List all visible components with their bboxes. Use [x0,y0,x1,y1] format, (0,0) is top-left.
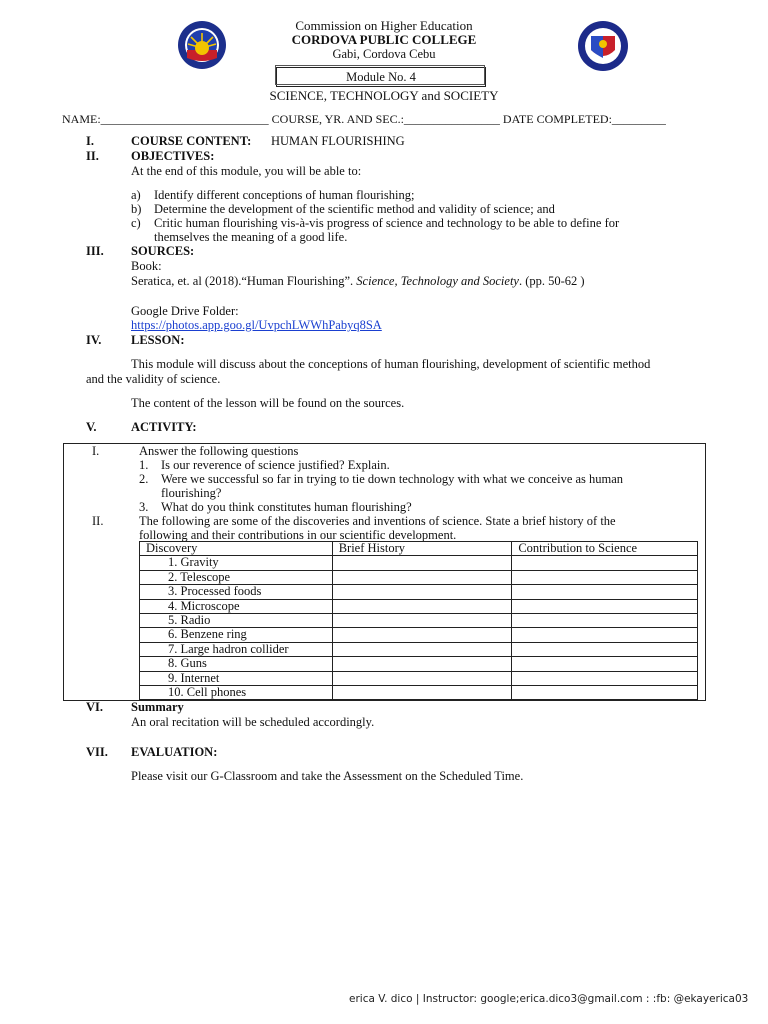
header-brief-history: Brief History [332,542,512,556]
history-cell[interactable] [332,570,512,584]
table-row [140,642,698,656]
header-address: Gabi, Cordova Cebu [332,47,436,61]
drive-link[interactable]: https://photos.app.goo.gl/UvpchLWWhPabyq8SA [131,318,382,332]
objective-a: Identify different conceptions of human flourishing; [154,188,415,202]
header-college: CORDOVA PUBLIC COLLEGE [291,32,477,47]
history-cell[interactable] [332,671,512,685]
discovery-cell: 7. Large hadron collider [140,642,333,656]
objective-b: Determine the development of the scientific method and validity of science; and [154,202,555,216]
section-6-num: VI. [86,700,104,714]
table-row [140,657,698,671]
table-row [140,585,698,599]
section-7-title: EVALUATION: [131,745,218,759]
course-content-value: HUMAN FLOURISHING [271,134,405,148]
activity-part-2-text-cont: following and their contributions in our scientific development. [139,528,457,542]
discovery-cell: 6. Benzene ring [140,628,333,642]
discovery-cell: 8. Guns [140,657,333,671]
table-row [140,599,698,613]
book-reference: Seratica, et. al (2018).“Human Flourishing”. Science, Technology and Society. (pp. 50-62 ) [131,274,585,288]
objective-b-mark: b) [131,202,142,216]
question-3: What do you think constitutes human flourishing? [161,500,412,514]
table-row [140,628,698,642]
name-course-date-line: NAME:____________________________ COURSE, YR. AND SEC.:________________ DATE COMPLETED:_________ [62,112,666,126]
lesson-paragraph-1-cont: and the validity of science. [86,372,221,386]
contribution-cell[interactable] [512,628,698,642]
table-row [140,556,698,570]
section-6-title: Summary [131,700,184,714]
objectives-intro: At the end of this module, you will be able to: [131,164,362,178]
activity-part-1-num: I. [92,444,100,458]
history-cell[interactable] [332,657,512,671]
history-cell[interactable] [332,642,512,656]
discovery-cell: 10. Cell phones [140,686,333,700]
history-cell[interactable] [332,686,512,700]
question-2-cont: flourishing? [161,486,222,500]
evaluation-text: Please visit our G-Classroom and take the Assessment on the Scheduled Time. [131,769,524,783]
contribution-cell[interactable] [512,657,698,671]
activity-part-1-title: Answer the following questions [139,444,299,458]
question-2-num: 2. [139,472,149,486]
table-row [140,570,698,584]
section-5-title: ACTIVITY: [131,420,197,434]
contribution-cell[interactable] [512,585,698,599]
question-3-num: 3. [139,500,149,514]
drive-label: Google Drive Folder: [131,304,239,318]
discovery-cell: 1. Gravity [140,556,333,570]
lesson-paragraph-1: This module will discuss about the conceptions of human flourishing, development of scientific method [131,357,651,371]
contribution-cell[interactable] [512,570,698,584]
section-3-title: SOURCES: [131,244,195,258]
header-contribution: Contribution to Science [512,542,698,556]
contribution-cell[interactable] [512,556,698,570]
activity-part-2-num: II. [92,514,104,528]
contribution-cell[interactable] [512,614,698,628]
header-commission: Commission on Higher Education [295,18,473,33]
summary-text: An oral recitation will be scheduled accordingly. [131,715,375,729]
contribution-cell[interactable] [512,671,698,685]
header-discovery: Discovery [140,542,333,556]
table-header-row [140,542,698,556]
contribution-cell[interactable] [512,686,698,700]
history-cell[interactable] [332,614,512,628]
section-2-num: II. [86,149,99,163]
question-1-num: 1. [139,458,149,472]
question-1: Is our reverence of science justified? Explain. [161,458,390,472]
book-label: Book: [131,259,162,273]
section-4-num: IV. [86,333,102,347]
discovery-cell: 2. Telescope [140,570,333,584]
footer-credits: erica V. dico | Instructor: google;erica.dico3@gmail.com : :fb: @ekayerica03 [349,993,749,1005]
objective-c: Critic human flourishing vis-à-vis progress of science and technology to be able to define for [154,216,620,230]
section-3-num: III. [86,244,104,258]
objective-c-cont: themselves the meaning of a good life. [154,230,348,244]
section-4-title: LESSON: [131,333,185,347]
objective-a-mark: a) [131,188,141,202]
activity-part-2-text: The following are some of the discoveries and inventions of science. State a brief history of the [139,514,616,528]
table-row [140,686,698,700]
history-cell[interactable] [332,585,512,599]
discovery-cell: 9. Internet [140,671,333,685]
module-number: Module No. 4 [276,67,486,87]
discovery-cell: 3. Processed foods [140,585,333,599]
discoveries-table [139,541,698,700]
discovery-cell: 5. Radio [140,614,333,628]
history-cell[interactable] [332,599,512,613]
section-1-title: COURSE CONTENT: [131,134,252,148]
history-cell[interactable] [332,628,512,642]
objective-c-mark: c) [131,216,141,230]
table-row [140,671,698,685]
section-1-num: I. [86,134,94,148]
contribution-cell[interactable] [512,642,698,656]
section-2-title: OBJECTIVES: [131,149,215,163]
table-row [140,614,698,628]
discovery-cell: 4. Microscope [140,599,333,613]
subject-title: SCIENCE, TECHNOLOGY and SOCIETY [269,88,499,103]
section-7-num: VII. [86,745,108,759]
question-2: Were we successful so far in trying to tie down technology with what we conceive as human [161,472,624,486]
section-5-num: V. [86,420,97,434]
contribution-cell[interactable] [512,599,698,613]
history-cell[interactable] [332,556,512,570]
lesson-paragraph-2: The content of the lesson will be found on the sources. [131,396,405,410]
